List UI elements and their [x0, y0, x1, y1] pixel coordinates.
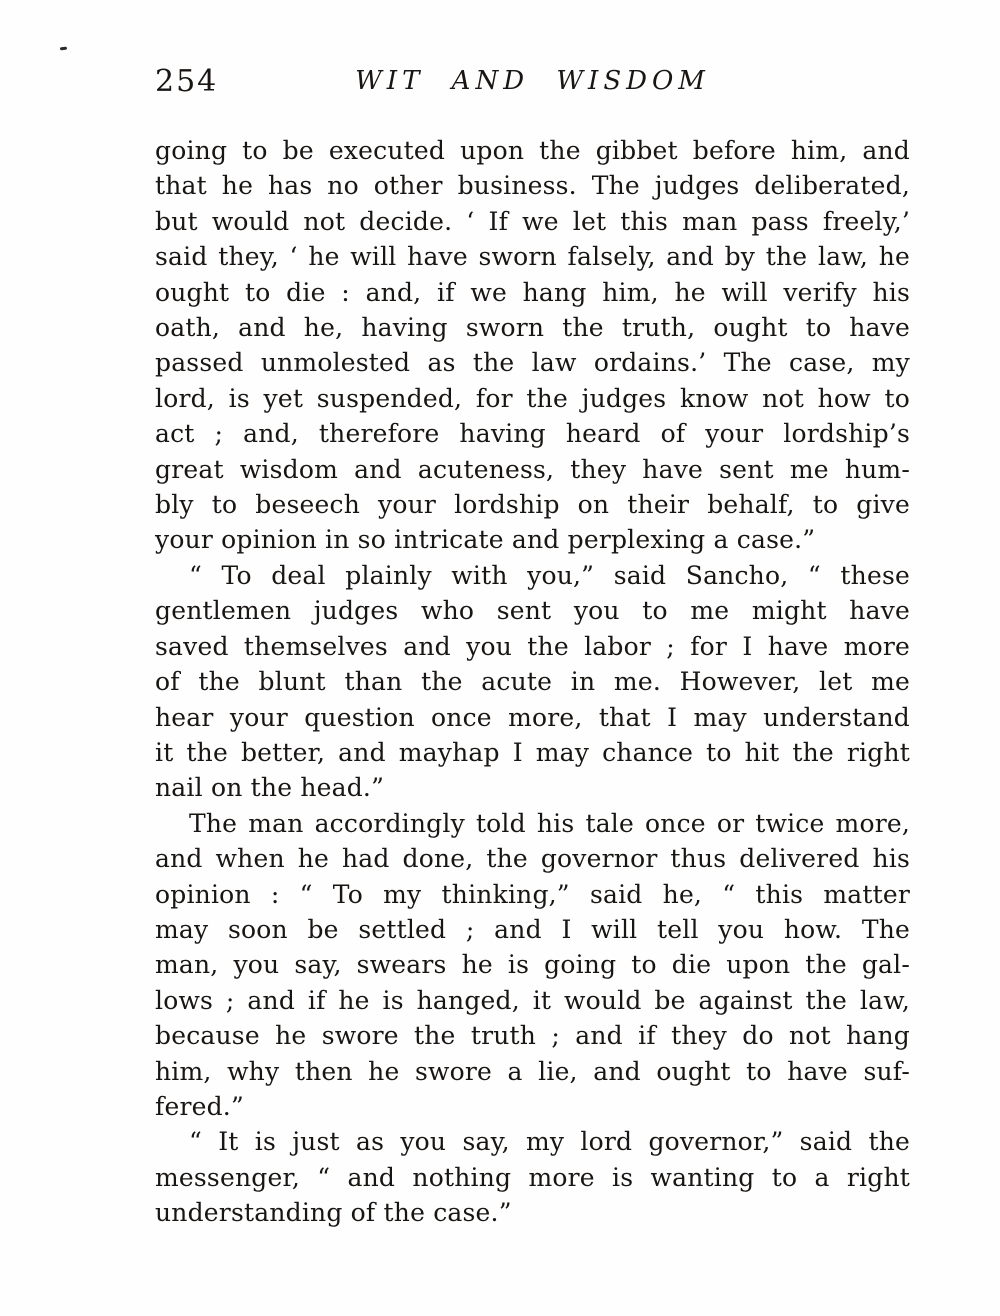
text-line: nail on the head.” — [155, 773, 385, 803]
text-line: “ It is just as you say, my lord governor,” said the — [189, 1127, 910, 1157]
page-number: 254 — [155, 64, 219, 99]
page-body — [155, 133, 910, 1231]
paragraph — [155, 806, 910, 1125]
text-line: lord, is yet suspended, for the judges know not how to — [155, 383, 910, 413]
text-line: said they, ‘ he will have sworn falsely, and by the law, he — [155, 242, 910, 272]
text-line: hear your question once more, that I may understand — [155, 702, 910, 732]
text-line: going to be executed upon the gibbet before him, and — [155, 136, 910, 165]
text-line: but would not decide. ‘ If we let this man pass freely,’ — [155, 206, 910, 236]
text-line: bly to beseech your lordship on their behalf, to give — [155, 490, 910, 520]
paragraph — [155, 133, 910, 558]
text-line: man, you say, swears he is going to die upon the gal- — [155, 950, 910, 980]
text-line: great wisdom and acuteness, they have sent me hum- — [155, 454, 910, 484]
text-line: gentlemen judges who sent you to me might have — [155, 596, 910, 626]
paragraph — [155, 558, 910, 806]
text-line: your opinion in so intricate and perplexing a case.” — [155, 525, 816, 555]
text-line: fered.” — [155, 1091, 244, 1121]
text-line: that he has no other business. The judges deliberated, — [155, 171, 910, 201]
text-line: oath, and he, having sworn the truth, ought to have — [155, 313, 910, 343]
text-line: opinion : “ To my thinking,” said he, “ this matter — [155, 879, 910, 909]
text-line: act ; and, therefore having heard of your lordship’s — [155, 419, 910, 449]
text-line: may soon be settled ; and I will tell you how. The — [155, 914, 910, 944]
text-line: passed unmolested as the law ordains.’ The case, my — [155, 348, 910, 378]
text-line: understanding of the case.” — [155, 1198, 512, 1228]
text-line: him, why then he swore a lie, and ought to have suf- — [155, 1056, 910, 1086]
text-line: ought to die : and, if we hang him, he will verify his — [155, 277, 910, 307]
running-head — [155, 62, 910, 102]
text-line: “ To deal plainly with you,” said Sancho, “ these — [189, 560, 910, 590]
text-line: lows ; and if he is hanged, it would be against the law, — [155, 985, 910, 1015]
text-line: and when he had done, the governor thus delivered his — [155, 844, 910, 874]
text-line: because he swore the truth ; and if they do not hang — [155, 1021, 910, 1051]
text-line: saved themselves and you the labor ; for I have more — [155, 631, 910, 661]
running-header-title: WIT AND WISDOM — [355, 66, 710, 96]
text-line: of the blunt than the acute in me. However, let me — [155, 667, 910, 697]
text-line: The man accordingly told his tale once or twice more, — [189, 808, 910, 838]
text-line: it the better, and mayhap I may chance to hit the right — [155, 737, 910, 767]
scan-speck-mark — [60, 47, 67, 51]
paragraph — [155, 1124, 910, 1230]
text-line: messenger, “ and nothing more is wanting to a right — [155, 1162, 910, 1192]
